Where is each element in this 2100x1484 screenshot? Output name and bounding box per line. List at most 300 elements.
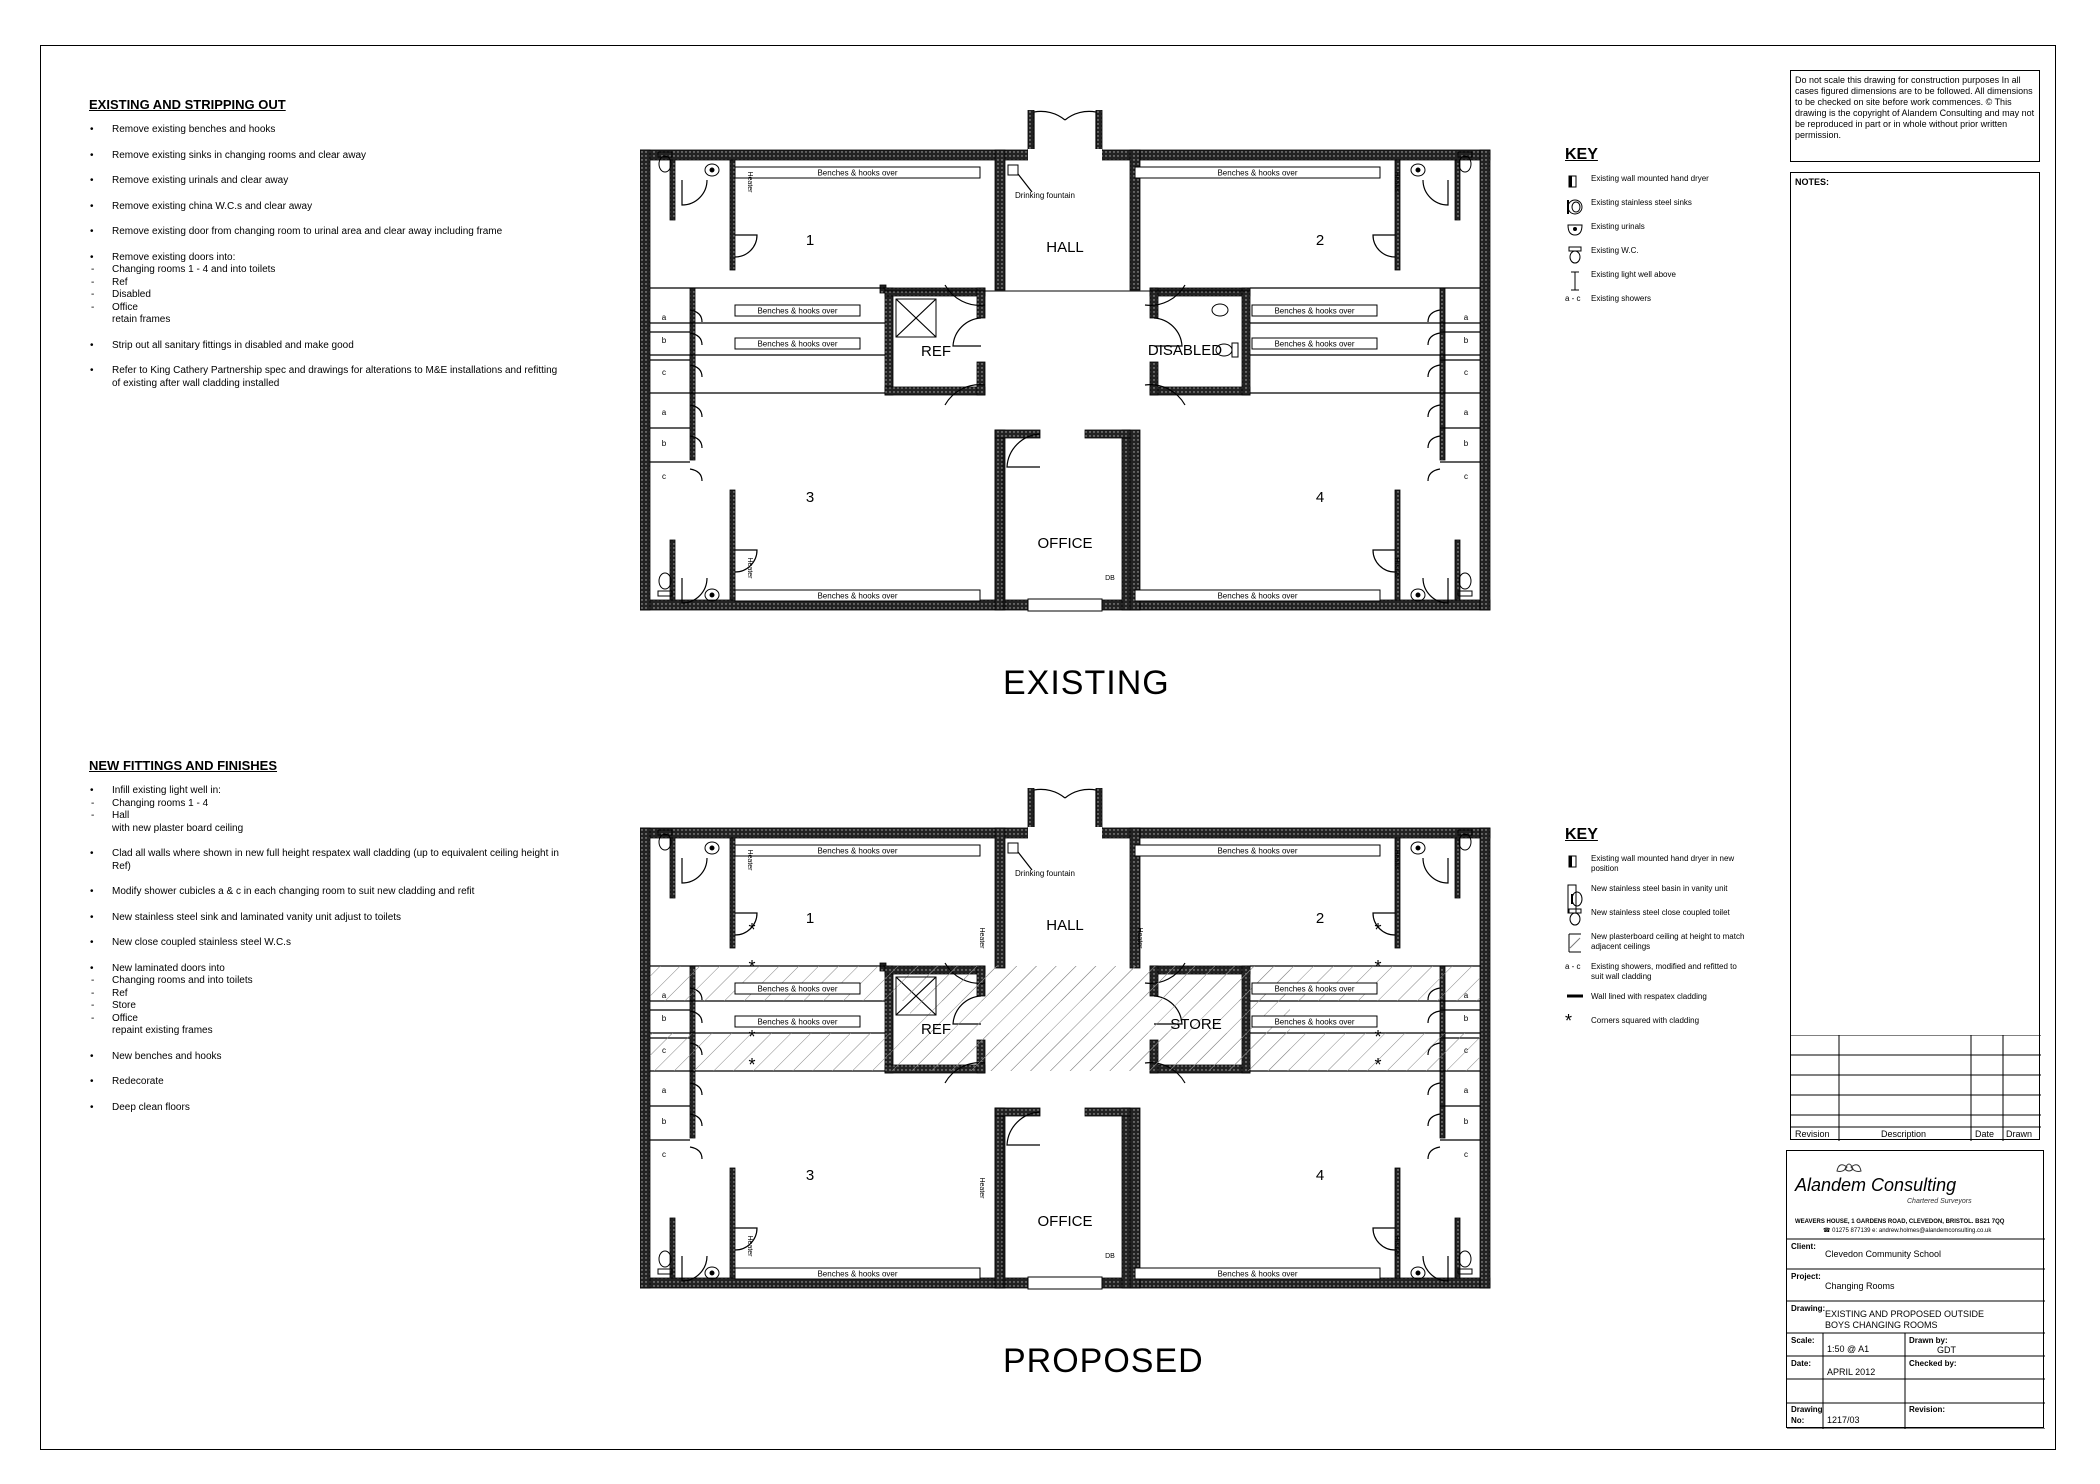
side-room-wall-bottom <box>1150 387 1250 395</box>
heater-label: Heater <box>746 171 753 193</box>
key-row <box>1565 884 1750 898</box>
note-tail: with new plaster board ceiling <box>112 822 244 834</box>
date-value: APRIL 2012 <box>1827 1367 1876 1377</box>
ref-wall-right-bottom <box>977 362 985 395</box>
hall-label: HALL <box>1046 917 1084 934</box>
room-number-1: 1 <box>805 232 815 249</box>
existing-plan-title: EXISTING <box>1003 664 1170 702</box>
bench-label: Benches & hooks over <box>817 846 898 856</box>
hall-label: HALL <box>1046 239 1084 256</box>
heater-label: Heater <box>978 1177 985 1199</box>
bench-label: Benches & hooks over <box>757 339 838 349</box>
wc-door-arc <box>682 180 707 205</box>
room-number-2: 2 <box>1315 910 1325 927</box>
ref-wall-right-top <box>977 288 985 318</box>
shower-label: c <box>662 1150 666 1159</box>
office-door-arc <box>1007 434 1040 467</box>
office-window <box>1028 1277 1102 1289</box>
side-room-label: STORE <box>1170 1016 1222 1033</box>
existing-notes-heading: EXISTING AND STRIPPING OUT <box>89 97 286 112</box>
company-logo <box>1837 1164 1861 1172</box>
note-text: Remove existing door from changing room to urinal area and clear away including frame <box>112 226 503 237</box>
asterisk-icon: * <box>1374 1027 1382 1047</box>
wc-icon <box>1565 246 1585 262</box>
disclaimer-box <box>1790 70 2040 162</box>
wc-door-arc <box>682 1256 707 1281</box>
room-number-4: 4 <box>1315 1167 1325 1184</box>
office-wall-top-right <box>1085 1108 1130 1116</box>
key-label: Existing light well above <box>1591 270 1676 279</box>
key-row <box>1565 962 1750 982</box>
key-label: Existing W.C. <box>1591 246 1639 255</box>
shower-label: c <box>1464 472 1468 481</box>
proposed-key-title: KEY <box>1565 826 1598 843</box>
shower-door-arc <box>690 469 702 481</box>
heater-label: Heater <box>1393 171 1400 193</box>
bench-label: Benches & hooks over <box>1217 1269 1298 1279</box>
wc-door-arc <box>1423 578 1448 603</box>
drawing-no-label-2: No: <box>1791 1416 1805 1425</box>
drawn-by-value: GDT <box>1937 1345 1956 1355</box>
wc-icon <box>1565 908 1585 924</box>
bench-label: Benches & hooks over <box>757 1017 838 1027</box>
note-item <box>89 1051 559 1064</box>
sink-icon <box>705 589 719 601</box>
note-item <box>89 912 559 925</box>
key-label: Existing showers <box>1591 294 1652 303</box>
key-label: Existing showers, modified and refitted to suit wall cladding <box>1591 962 1737 981</box>
room-number-1: 1 <box>805 910 815 927</box>
note-subitem: - Hall <box>91 810 130 821</box>
note-text: Remove existing doors into: <box>112 251 236 263</box>
a-c: a - c <box>1565 294 1581 303</box>
key-row <box>1565 992 1750 1006</box>
note-text: Infill existing light well in: <box>112 785 221 796</box>
note-text: Refer to King Cathery Partnership spec and drawings for alterations to M&E installations and refitting of existing after wall cladding installed <box>112 365 558 389</box>
heater-label: Heater <box>746 849 753 871</box>
shower-label: a <box>1463 408 1469 417</box>
shower-label: c <box>662 1046 666 1055</box>
toilet-partition <box>670 160 675 220</box>
note-item <box>89 963 559 1038</box>
bench-label: Benches & hooks over <box>757 984 838 994</box>
drawing-line-2: BOYS CHANGING ROOMS <box>1825 1320 1938 1330</box>
sink-icon <box>1411 164 1425 176</box>
a-c: a - c <box>1565 962 1581 971</box>
key-label: Corners squared with cladding <box>1591 1016 1700 1025</box>
outer-wall-right <box>1480 828 1490 1288</box>
note-item <box>89 1076 559 1089</box>
shower-label: a <box>661 1086 667 1095</box>
entrance-door-right <box>1065 789 1096 828</box>
entrance-jamb-right <box>1096 788 1102 828</box>
date-label: Date: <box>1791 1359 1812 1368</box>
shower-partition <box>690 355 695 460</box>
shower-label: b <box>1463 439 1469 448</box>
key-label: Existing urinals <box>1591 222 1645 231</box>
shower-label: c <box>1464 1150 1468 1159</box>
door-arc <box>1373 550 1395 572</box>
heater-label: Heater <box>746 557 753 579</box>
key-label: Existing wall mounted hand dryer <box>1591 174 1709 183</box>
shower-label: c <box>662 472 666 481</box>
key-row <box>1565 908 1750 922</box>
outer-wall-left <box>640 150 650 610</box>
key-row <box>1565 246 1750 260</box>
sink-icon <box>1565 198 1585 214</box>
key-label: Wall lined with respatex cladding <box>1591 992 1707 1001</box>
shower-label: a <box>1463 313 1469 322</box>
shower-label: c <box>1464 1046 1468 1055</box>
note-item <box>89 252 559 327</box>
note-text: Remove existing china W.C.s and clear away <box>112 200 313 212</box>
key-label: New stainless steel close coupled toilet <box>1591 908 1730 917</box>
note-item <box>89 785 559 835</box>
note-text: Deep clean floors <box>112 1101 190 1113</box>
side-room-label: DISABLED <box>1147 342 1223 359</box>
shower-door-arc <box>1428 469 1440 481</box>
note-item <box>89 124 559 137</box>
wc-door-arc <box>682 578 707 603</box>
entrance-jamb-right <box>1096 110 1102 150</box>
note-item <box>89 848 559 873</box>
entrance-jamb-left <box>1028 788 1034 828</box>
shower-label: b <box>661 336 667 345</box>
drinking-fountain-label: Drinking fountain <box>1014 191 1076 200</box>
note-text: Modify shower cubicles a & c in each changing room to suit new cladding and refit <box>112 886 475 897</box>
room-number-3: 3 <box>805 1167 815 1184</box>
shower-label: b <box>661 439 667 448</box>
asterisk-icon: * <box>748 957 756 977</box>
internal-wall <box>995 828 1005 968</box>
urinal-icon <box>1565 222 1585 238</box>
toilet-partition <box>670 838 675 898</box>
rev-header-description: Description <box>1881 1129 1927 1139</box>
note-subitem: - Changing rooms and into toilets <box>91 975 253 986</box>
heater-label: Heater <box>746 1235 753 1257</box>
note-subitem: - Ref <box>91 987 128 999</box>
changing-room-partition <box>730 490 735 600</box>
shower-door-arc <box>1428 405 1440 417</box>
changing-room-partition <box>730 160 735 270</box>
company-address: WEAVERS HOUSE, 1 GARDENS ROAD, CLEVEDON, BRISTOL. BS21 7QQ <box>1795 1219 2005 1225</box>
internal-wall <box>1130 430 1140 610</box>
shower-label: c <box>662 368 666 377</box>
note-text: Clad all walls where shown in new full height respatex wall cladding (up to equivalent ceiling height in Ref) <box>112 848 559 872</box>
office-wall-right <box>1122 430 1130 610</box>
fountain-leader <box>1018 852 1032 870</box>
shower-door-arc <box>1428 365 1440 377</box>
sink-icon <box>1411 1267 1425 1279</box>
sink-icon <box>705 164 719 176</box>
note-item <box>89 1102 559 1115</box>
note-item <box>89 886 559 899</box>
outer-wall-right <box>1480 150 1490 610</box>
toilet-partition <box>1455 160 1460 220</box>
entrance-jamb-left <box>1028 110 1034 150</box>
notes-box <box>1790 172 2040 1140</box>
shower-label: a <box>661 991 667 1000</box>
note-text: New close coupled stainless steel W.C.s <box>112 937 291 948</box>
side-room-wall-left-bottom <box>1150 362 1158 395</box>
key-row <box>1565 932 1750 952</box>
revision-table <box>1791 1035 2041 1141</box>
thick-line-icon <box>1565 992 1585 1008</box>
shower-door-arc <box>1428 1147 1440 1159</box>
shower-label: a <box>661 408 667 417</box>
note-item <box>89 201 559 214</box>
basin-icon <box>1565 884 1585 900</box>
revision-label: Revision: <box>1909 1405 1946 1414</box>
asterisk-icon: * <box>748 920 756 940</box>
bench-label: Benches & hooks over <box>817 591 898 601</box>
shower-label: a <box>1463 991 1469 1000</box>
drinking-fountain-label: Drinking fountain <box>1014 869 1076 878</box>
office-label: OFFICE <box>1037 1213 1093 1230</box>
company-contact: ☎ 01275 877139 e: andrew.holmes@alandemconsulting.co.uk <box>1823 1228 1992 1234</box>
disclaimer-text: Do not scale this drawing for construction purposes In all cases figured dimensions are to be followed. All dimensions to be checked on site before work commences. © This drawing is the copyright of Alandem Consulting and may not be reproduced in part or in whole without prior written permission. <box>1795 75 2035 140</box>
drawn-by-label: Drawn by: <box>1909 1336 1948 1345</box>
note-subitem: - Disabled <box>91 289 151 300</box>
key-label: Existing stainless steel sinks <box>1591 198 1692 207</box>
title-block <box>1786 1150 2044 1428</box>
hand-dryer-icon <box>1565 174 1585 190</box>
note-item <box>89 226 559 239</box>
asterisk-icon: * <box>1565 1011 1573 1031</box>
scale-value: 1:50 @ A1 <box>1827 1344 1870 1354</box>
ref-door-arc <box>953 318 981 346</box>
office-window <box>1028 599 1102 611</box>
sink-icon <box>1411 589 1425 601</box>
drawing-no-label-1: Drawing <box>1791 1405 1823 1414</box>
new-ceiling-hall <box>910 966 1290 1071</box>
bench-label: Benches & hooks over <box>1217 168 1298 178</box>
drawing-label: Drawing: <box>1791 1304 1826 1313</box>
entrance-door-right <box>1065 111 1096 150</box>
company-tagline: Chartered Surveyors <box>1907 1198 1972 1205</box>
key-label: Existing wall mounted hand dryer in new position <box>1591 854 1735 873</box>
note-tail: retain frames <box>112 314 171 325</box>
shower-label: a <box>1463 1086 1469 1095</box>
entrance-door-left <box>1034 111 1065 150</box>
ref-label: REF <box>921 343 951 360</box>
room-number-2: 2 <box>1315 232 1325 249</box>
client-value: Clevedon Community School <box>1825 1249 1942 1259</box>
ref-wall-left <box>885 288 893 395</box>
ref-wall-top <box>885 288 985 296</box>
note-subitem: - Ref <box>91 276 128 288</box>
shower-door-arc <box>690 1147 702 1159</box>
shower-label: c <box>1464 368 1468 377</box>
note-item <box>89 150 559 163</box>
shower-label: b <box>1463 1117 1469 1126</box>
office-label: OFFICE <box>1037 535 1093 552</box>
entrance-gap <box>1028 827 1102 839</box>
changing-room-partition <box>730 1168 735 1278</box>
partitions <box>650 111 1480 605</box>
drinking-fountain-icon <box>1008 165 1018 175</box>
office-wall-top-left <box>995 430 1040 438</box>
key-row <box>1565 174 1750 188</box>
changing-room-partition <box>1395 490 1400 600</box>
side-room-wall-right <box>1242 288 1250 395</box>
shower-partition <box>1440 355 1445 460</box>
key-row <box>1565 198 1750 212</box>
heater-label: Heater <box>1136 927 1143 949</box>
note-item <box>89 365 559 390</box>
bench-label: Benches & hooks over <box>1217 591 1298 601</box>
note-text: New stainless steel sink and laminated vanity unit adjust to toilets <box>112 911 402 923</box>
note-item <box>89 340 559 353</box>
asterisk-icon: * <box>1374 920 1382 940</box>
wc-door-arc <box>682 858 707 883</box>
key-row <box>1565 1011 1750 1031</box>
project-value: Changing Rooms <box>1825 1281 1895 1291</box>
note-text: Strip out all sanitary fittings in disabled and make good <box>112 339 354 351</box>
key-row <box>1565 294 1750 308</box>
light-well-icon <box>1565 270 1585 286</box>
bench-label: Benches & hooks over <box>757 306 838 316</box>
project-label: Project: <box>1791 1272 1821 1281</box>
shower-label: a <box>661 313 667 322</box>
existing-notes-list <box>89 124 559 390</box>
room-number-4: 4 <box>1315 489 1325 506</box>
key-row <box>1565 854 1750 874</box>
shower-door-arc <box>1428 333 1440 345</box>
rev-header-drawn: Drawn <box>2006 1129 2033 1139</box>
bench-label: Benches & hooks over <box>1274 339 1355 349</box>
entrance-door-left <box>1034 789 1065 828</box>
office-wall-right <box>1122 1108 1130 1288</box>
company-name: Alandem Consulting <box>1795 1175 1957 1195</box>
note-text: New benches and hooks <box>112 1050 222 1062</box>
rev-header-revision: Revision <box>1795 1129 1830 1139</box>
heater-label: Heater <box>1393 849 1400 871</box>
note-subitem: - Office <box>91 301 138 313</box>
client-label: Client: <box>1791 1242 1816 1251</box>
proposed-key <box>1565 826 1750 1040</box>
db-label: DB <box>1105 575 1115 582</box>
asterisk-icon: * <box>748 1055 756 1075</box>
title-block-grid <box>1787 1151 2045 1429</box>
proposed-plan-title: PROPOSED <box>1003 1342 1204 1380</box>
new-notes <box>89 758 559 1127</box>
key-label: New plasterboard ceiling at height to match adjacent ceilings <box>1591 932 1745 951</box>
ref-wall-bottom <box>885 387 985 395</box>
wc-door-arc <box>1423 1256 1448 1281</box>
existing-floor-plan <box>640 110 1510 615</box>
heater-label: Heater <box>1393 1235 1400 1257</box>
shower-label: b <box>661 1014 667 1023</box>
internal-wall <box>1130 1108 1140 1288</box>
key-label: New stainless steel basin in vanity unit <box>1591 884 1728 893</box>
wc-door-arc <box>1423 180 1448 205</box>
drawing-line-1: EXISTING AND PROPOSED OUTSIDE <box>1825 1309 1985 1319</box>
door-arc <box>735 235 757 257</box>
changing-room-partition <box>1395 1168 1400 1278</box>
hatch-icon <box>1565 932 1585 948</box>
bench-label: Benches & hooks over <box>1274 306 1355 316</box>
sink-icon <box>705 1267 719 1279</box>
drawing-no-value: 1217/03 <box>1827 1415 1860 1425</box>
key-row <box>1565 270 1750 284</box>
note-text: Redecorate <box>112 1076 164 1087</box>
office-wall-top-right <box>1085 430 1130 438</box>
toilet-partition <box>1455 838 1460 898</box>
asterisk-icon: * <box>748 1027 756 1047</box>
wc-door-arc <box>1423 858 1448 883</box>
shower-door-arc <box>1428 1011 1440 1023</box>
asterisk-icon: * <box>1374 957 1382 977</box>
note-text: New laminated doors into <box>112 962 225 974</box>
note-subitem: - Office <box>91 1012 138 1024</box>
office-door-arc <box>1007 1112 1040 1145</box>
office-wall-left <box>995 430 1003 610</box>
note-text: Remove existing sinks in changing rooms and clear away <box>112 149 367 161</box>
outer-wall-left <box>640 828 650 1288</box>
note-subitem: - Changing rooms 1 - 4 and into toilets <box>91 264 276 275</box>
existing-key-title: KEY <box>1565 146 1598 163</box>
fountain-leader <box>1018 174 1032 192</box>
scale-label: Scale: <box>1791 1336 1815 1345</box>
notes-label: NOTES: <box>1795 177 1830 187</box>
side-room-wall-left-top <box>1150 288 1158 318</box>
bench-label: Benches & hooks over <box>1274 984 1355 994</box>
heater-label: Heater <box>978 927 985 949</box>
shower-label: b <box>661 1117 667 1126</box>
note-text: Remove existing urinals and clear away <box>112 175 289 186</box>
door-arc <box>1373 1228 1395 1250</box>
shower-door-arc <box>1428 310 1440 322</box>
hand-dryer-icon <box>1565 854 1585 870</box>
existing-key <box>1565 146 1750 318</box>
shower-label: b <box>1463 1014 1469 1023</box>
note-tail: repaint existing frames <box>112 1025 213 1036</box>
ref-label: REF <box>921 1021 951 1038</box>
drinking-fountain-icon <box>1008 843 1018 853</box>
key-row <box>1565 222 1750 236</box>
bench-label: Benches & hooks over <box>1217 846 1298 856</box>
asterisk-icon: * <box>1374 1055 1382 1075</box>
rev-header-date: Date <box>1975 1129 1995 1139</box>
room-number-3: 3 <box>805 489 815 506</box>
checked-by-label: Checked by: <box>1909 1359 1957 1368</box>
entrance-gap <box>1028 149 1102 161</box>
internal-wall <box>995 150 1005 290</box>
shower-door-arc <box>1428 1083 1440 1095</box>
note-subitem: - Store <box>91 1000 136 1011</box>
heater-label: Heater <box>1393 557 1400 579</box>
bench-label: Benches & hooks over <box>817 1269 898 1279</box>
sink-icon <box>705 842 719 854</box>
shower-door-arc <box>1428 436 1440 448</box>
proposed-floor-plan <box>640 788 1510 1293</box>
note-item <box>89 175 559 188</box>
office-wall-top-left <box>995 1108 1040 1116</box>
new-notes-list <box>89 785 559 1114</box>
bench-label: Benches & hooks over <box>1274 1017 1355 1027</box>
sink-icon <box>1212 304 1228 316</box>
db-label: DB <box>1105 1253 1115 1260</box>
shower-door-arc <box>1428 1114 1440 1126</box>
sink-icon <box>1411 842 1425 854</box>
existing-notes <box>89 97 559 403</box>
note-item <box>89 937 559 950</box>
side-room-wall-top <box>1150 288 1250 296</box>
bench-label: Benches & hooks over <box>817 168 898 178</box>
changing-room-partition <box>730 838 735 948</box>
shower-label: b <box>1463 336 1469 345</box>
